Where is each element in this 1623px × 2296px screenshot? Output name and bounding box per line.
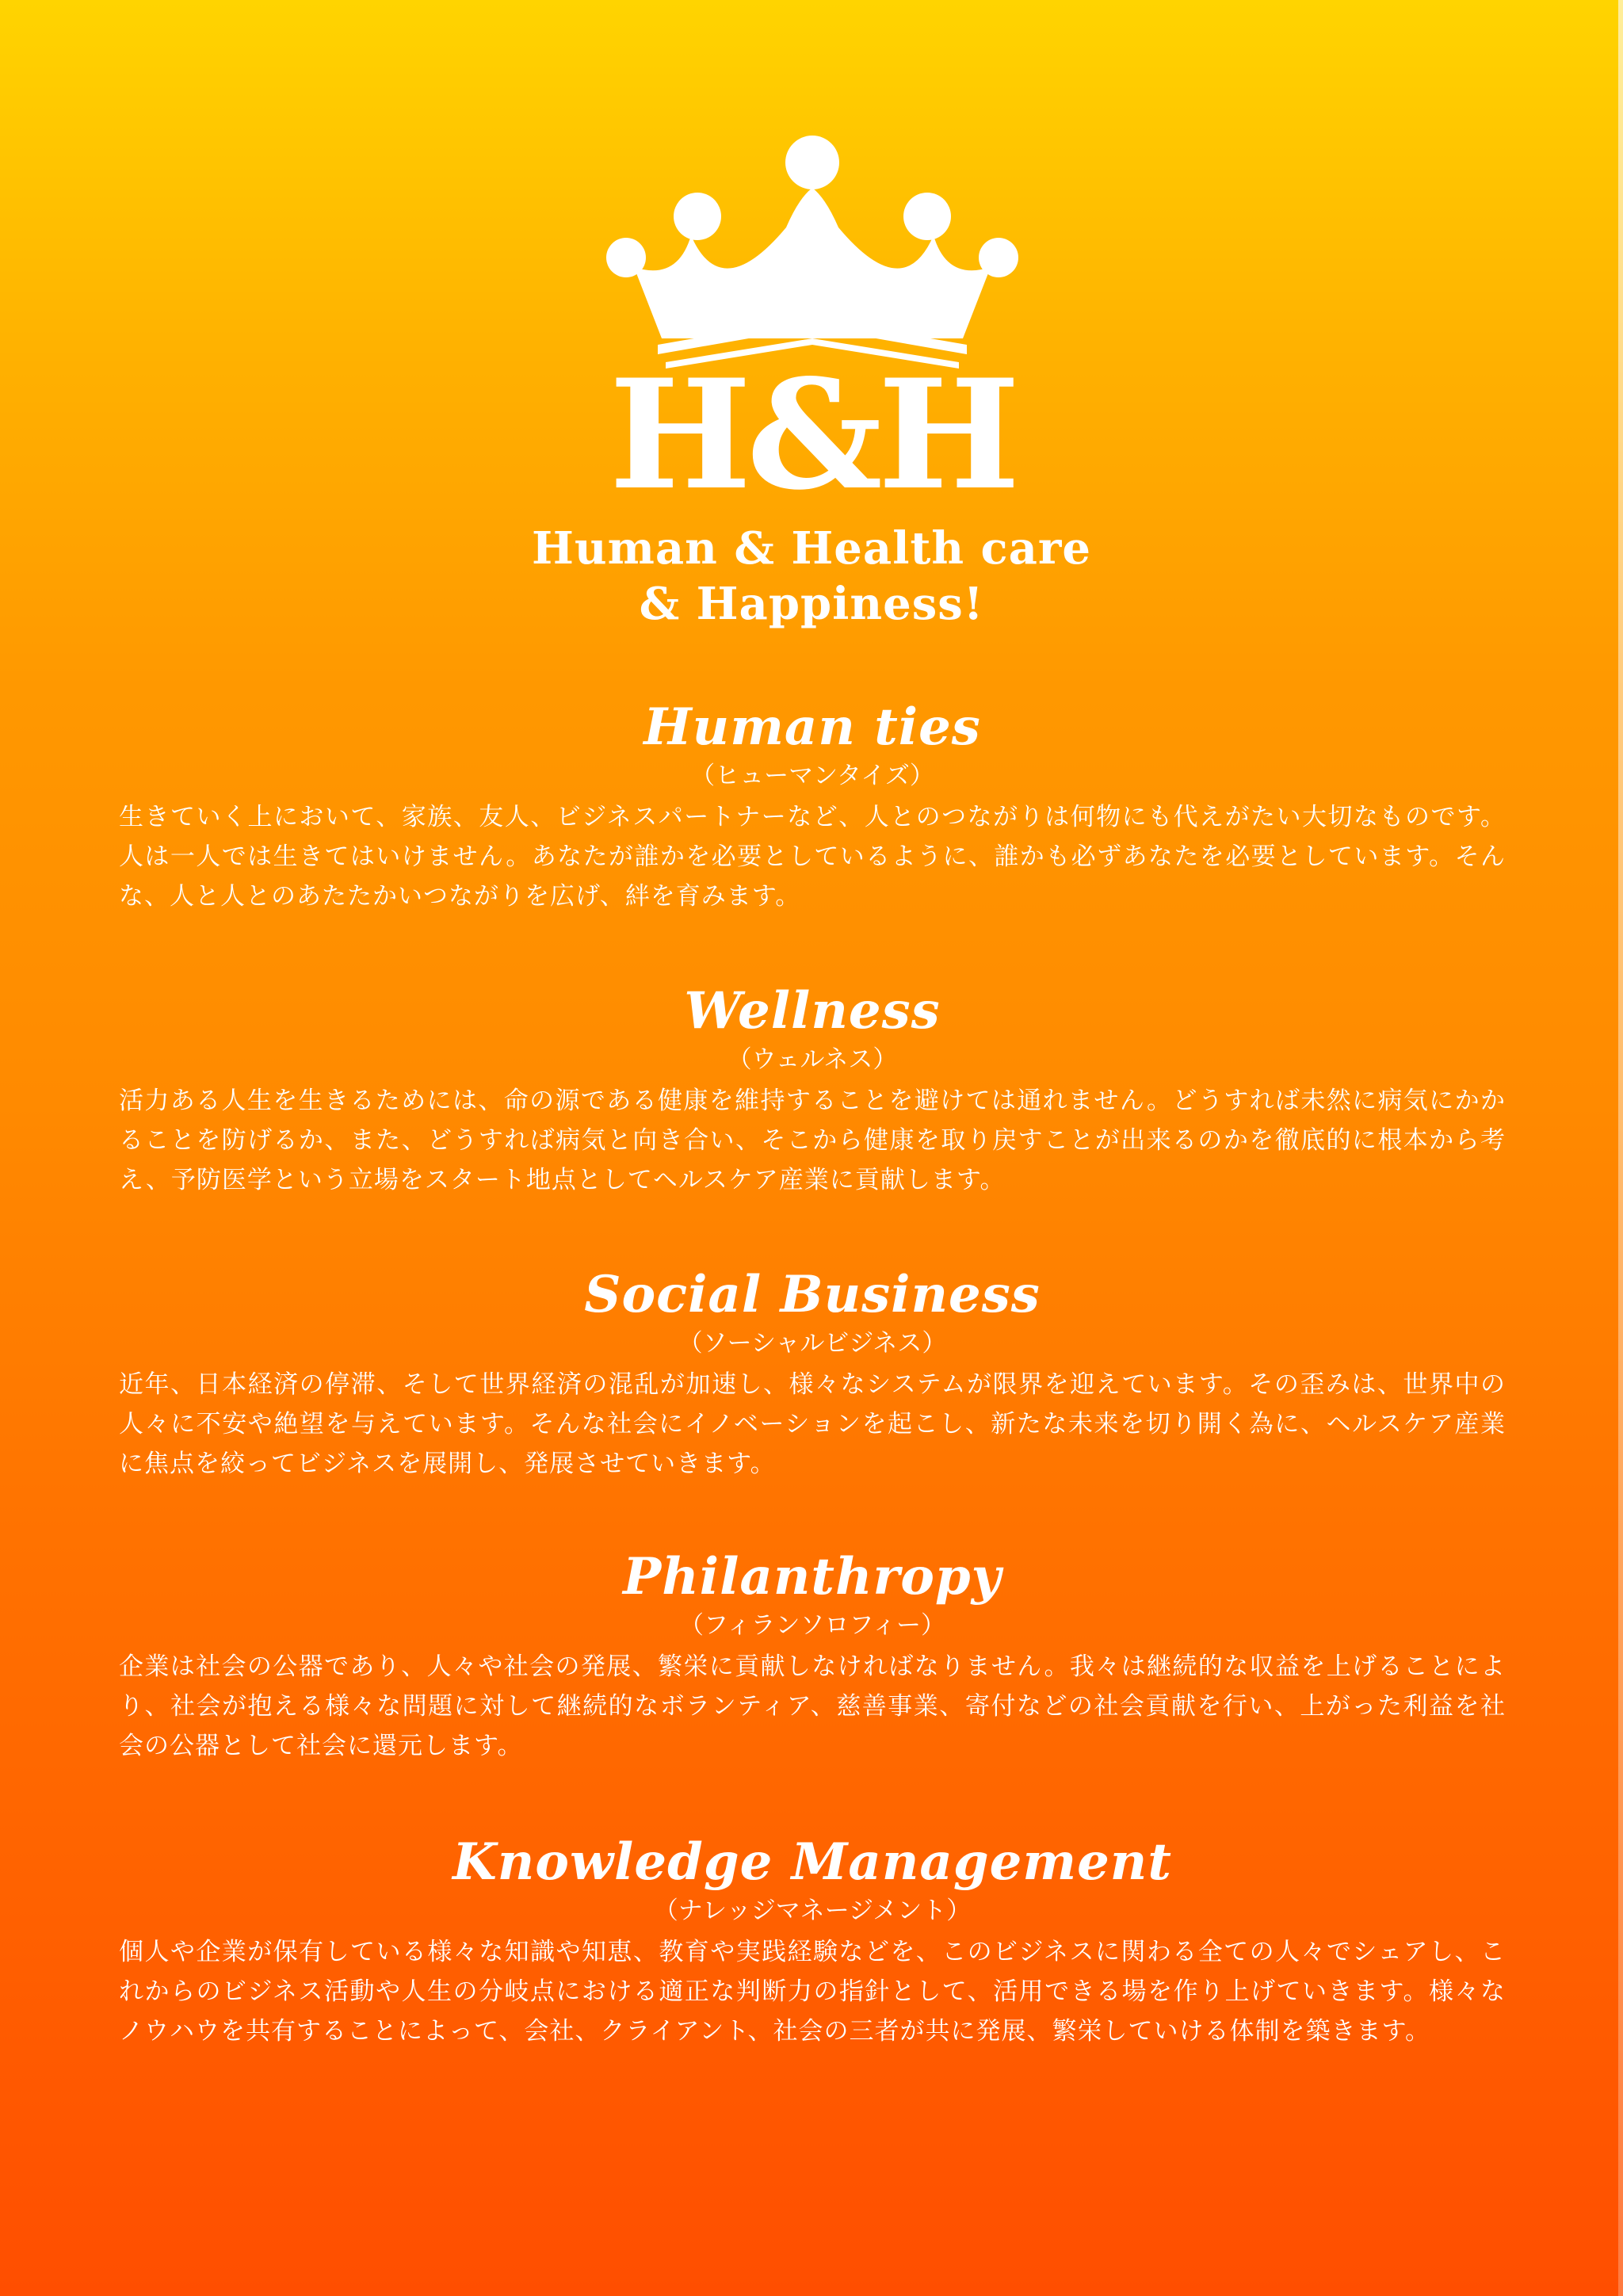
section-kana: （フィランソロフィー） bbox=[678, 1611, 946, 1640]
section-title: Philanthropy bbox=[623, 1547, 1002, 1606]
section-body: 企業は社会の公器であり、人々や社会の発展、繁栄に貢献しなければなりません。我々は継続的な収益を上げることにより、社会が抱える様々な問題に対して継続的なボランティア、慈善事業、寄付などの社会貢献を行い、上がった利益を社会の公器として社会に還元します。 bbox=[119, 1652, 1506, 1760]
section-kana: （ソーシャルビジネス） bbox=[678, 1329, 947, 1358]
section-human-ties bbox=[119, 697, 1506, 916]
section-title: Wellness bbox=[684, 981, 941, 1041]
svg-text:H&H: H&H bbox=[609, 346, 1016, 511]
section-body: 近年、日本経済の停滞、そして世界経済の混乱が加速し、様々なシステムが限界を迎えています。その歪みは、世界中の人々に不安や絶望を与えています。そんな社会にイノベーションを起こし、新たな未来を切り開く為に、ヘルスケア産業に焦点を絞ってビジネスを展開し、発展させていきます。 bbox=[119, 1370, 1506, 1478]
tagline-line-1: Human & Health care bbox=[531, 522, 1092, 575]
section-title: Knowledge Management bbox=[453, 1832, 1172, 1892]
crown-icon bbox=[602, 131, 1022, 511]
section-kana: （ウェルネス） bbox=[727, 1045, 898, 1074]
tagline-line-2: & Happiness! bbox=[639, 578, 984, 630]
section-body: 個人や企業が保有している様々な知識や知恵、教育や実践経験などを、このビジネスに関わる全ての人々でシェアし、これからのビジネス活動や人生の分岐点における適正な判断力の指針として、活用できる場を作り上げていきます。様々なノウハウを共有することによって、会社、クライアント、社会の三者が共に発展、繁栄していける体制を築きます。 bbox=[119, 1938, 1506, 2046]
section-kana: （ヒューマンタイズ） bbox=[690, 762, 934, 790]
section-title: Human ties bbox=[643, 697, 981, 757]
section-wellness bbox=[119, 981, 1506, 1200]
section-social-business bbox=[119, 1265, 1506, 1484]
section-philanthropy bbox=[119, 1547, 1506, 1766]
section-title: Social Business bbox=[584, 1265, 1041, 1324]
section-kana: （ナレッジマネージメント） bbox=[653, 1897, 972, 1925]
page-edge bbox=[1618, 0, 1623, 2296]
section-body: 生きていく上において、家族、友人、ビジネスパートナーなど、人とのつながりは何物にも代えがたい大切なものです。人は一人では生きてはいけません。あなたが誰かを必要としているように、誰かも必ずあなたを必要としています。そんな、人と人とのあたたかいつながりを広げ、絆を育みます。 bbox=[119, 803, 1506, 911]
hh-crown-logo bbox=[602, 131, 1022, 511]
section-knowledge-management bbox=[119, 1832, 1506, 2051]
section-body: 活力ある人生を生きるためには、命の源である健康を維持することを避けては通れません。どうすれば未然に病気にかかることを防げるか、また、どうすれば病気と向き合い、そこから健康を取り戻すことが出来るのかを徹底的に根本から考え、予防医学という立場をスタート地点としてヘルスケア産業に貢献します。 bbox=[119, 1087, 1506, 1194]
